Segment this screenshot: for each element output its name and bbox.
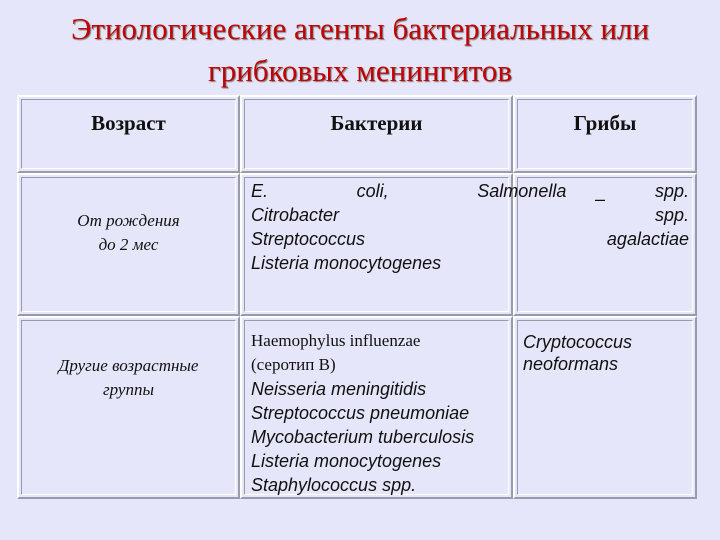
header-fungi: Грибы [573, 111, 637, 135]
page-title [0, 8, 720, 92]
row1-bacteria-line3: Streptococcus agalactiae [251, 229, 689, 249]
row1-bacteria-line4: Listeria monocytogenes [251, 253, 442, 273]
row2-bacteria-item: Neisseria meningitidis [251, 379, 427, 399]
row2-bacteria-item: Staphylococcus spp. [251, 475, 417, 495]
row2-bacteria-item: Streptococcus pneumoniae [251, 403, 470, 423]
row2-fungi-line2: neoformans [523, 354, 619, 374]
row2-fungi-line1: Cryptococcus [523, 332, 633, 352]
row1-bacteria-list [251, 179, 689, 275]
row2-age-cell [17, 316, 240, 499]
row2-age [17, 354, 240, 402]
row2-bacteria-item: Mycobacterium tuberculosis [251, 427, 475, 447]
header-fungi-cell [513, 95, 697, 173]
row2-age-line2: группы [103, 380, 154, 399]
header-age-cell [17, 95, 240, 173]
header-bacteria-cell [240, 95, 513, 173]
header-bacteria: Бактерии [330, 111, 423, 135]
meningitis-table [17, 95, 697, 499]
title-line-1: Этиологические агенты бактериальных или [70, 11, 650, 46]
row2-age-line1: Другие возрастные [58, 356, 199, 375]
row2-bacteria-item: Listeria monocytogenes [251, 451, 442, 471]
row1-bacteria-line1: E. coli, Salmonella spp. [251, 181, 689, 201]
row1-age-line1: От рождения [77, 211, 180, 230]
row2-bacteria-serif1: Haemophylus influenzae [251, 331, 421, 350]
row2-fungi [523, 331, 632, 375]
row1-fungi: – [595, 189, 606, 209]
row1-age [17, 209, 240, 257]
row1-bacteria-line2: Citrobacter spp. [251, 205, 689, 225]
row1-age-line2: до 2 мес [98, 235, 159, 254]
row2-bacteria-serif2: (серотип В) [251, 355, 336, 374]
header-age: Возраст [91, 111, 166, 135]
title-line-2: грибковых менингитов [207, 53, 512, 88]
